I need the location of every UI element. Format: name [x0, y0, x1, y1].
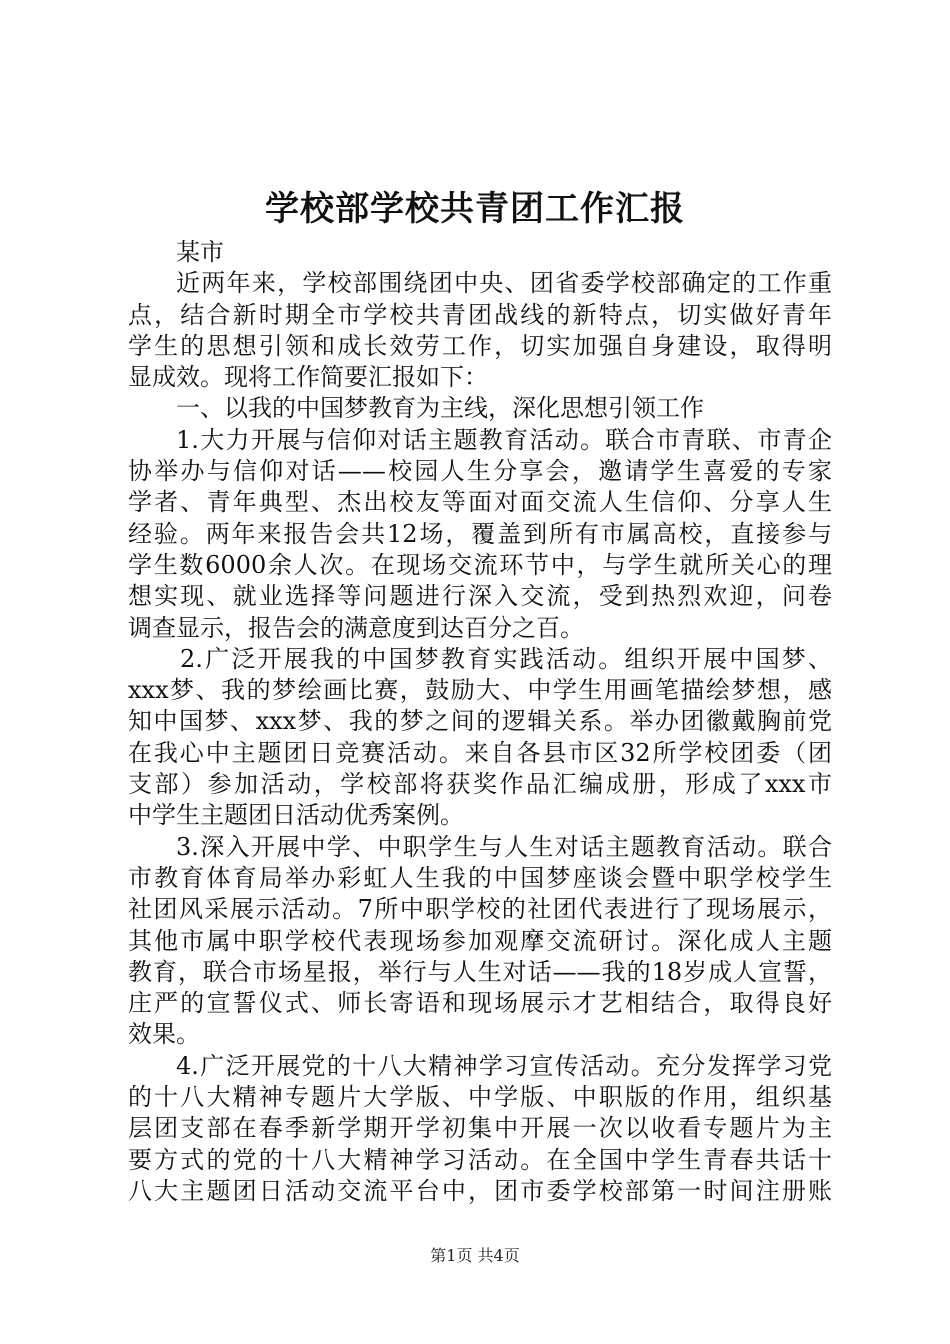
text-line: 点，结合新时期全市学校共青团战线的新特点，切实做好青年 [128, 300, 832, 329]
text-line: 庄严的宣誓仪式、师长寄语和现场展示才艺相结合，取得良好 [128, 989, 832, 1018]
text-line: 层团支部在春季新学期开学初集中开展一次以收看专题片为主 [128, 1114, 832, 1143]
text-line: 中学生主题团日活动优秀案例。 [128, 801, 464, 830]
text-line: 效果。 [128, 1020, 200, 1049]
text-line: 市教育体育局举办彩虹人生我的中国梦座谈会暨中职学校学生 [128, 863, 832, 892]
text-line: 要方式的党的十八大精神学习活动。在全国中学生青春共话十 [128, 1145, 832, 1174]
text-line: 4.广泛开展党的十八大精神学习宣传活动。充分发挥学习党 [176, 1051, 832, 1080]
text-line: 学生的思想引领和成长效劳工作，切实加强自身建设，取得明 [128, 331, 832, 360]
text-line: 其他市属中职学校代表现场参加观摩交流研讨。深化成人主题 [128, 926, 832, 955]
text-line: xxx梦、我的梦绘画比赛，鼓励大、中学生用画笔描绘梦想，感 [128, 676, 832, 705]
text-line: 教育，联合市场星报，举行与人生对话——我的18岁成人宣誓， [128, 957, 832, 986]
text-line-author: 某市 [176, 238, 224, 266]
text-line: 近两年来，学校部围绕团中央、团省委学校部确定的工作重 [176, 269, 832, 298]
text-line: 在我心中主题团日竞赛活动。来自各县市区32所学校团委（团 [128, 738, 832, 767]
document-body [128, 237, 832, 1207]
text-line: 经验。两年来报告会共12场，覆盖到所有市属高校，直接参与 [128, 519, 832, 548]
text-line: 3.深入开展中学、中职学生与人生对话主题教育活动。联合 [176, 832, 832, 861]
text-line: 想实现、就业选择等问题进行深入交流，受到热烈欢迎，问卷 [128, 582, 832, 611]
document-title: 学校部学校共青团工作汇报 [265, 189, 685, 229]
page-number-footer: 第1页 共4页 [430, 1246, 520, 1265]
text-line: 支部）参加活动，学校部将获奖作品汇编成册，形成了xxx市 [128, 770, 832, 799]
text-line: 社团风采展示活动。7所中职学校的社团代表进行了现场展示， [128, 895, 832, 924]
text-line: 学者、青年典型、杰出校友等面对面交流人生信仰、分享人生 [128, 488, 832, 517]
text-line: 1.大力开展与信仰对话主题教育活动。联合市青联、市青企 [176, 425, 832, 454]
text-line: 学生数6000余人次。在现场交流环节中，与学生就所关心的理 [128, 550, 832, 579]
text-line: 八大主题团日活动交流平台中，团市委学校部第一时间注册账 [128, 1176, 832, 1205]
text-line: 协举办与信仰对话——校园人生分享会，邀请学生喜爱的专家 [128, 457, 832, 486]
text-line: 显成效。现将工作简要汇报如下： [128, 363, 488, 392]
text-line: 的十八大精神专题片大学版、中学版、中职版的作用，组织基 [128, 1083, 832, 1112]
text-line: 知中国梦、xxx梦、我的梦之间的逻辑关系。举办团徽戴胸前党 [128, 707, 832, 736]
text-line: 2.广泛开展我的中国梦教育实践活动。组织开展中国梦、 [180, 644, 832, 673]
text-line: 调查显示，报告会的满意度到达百分之百。 [128, 613, 584, 642]
section-heading: 一、以我的中国梦教育为主线，深化思想引领工作 [176, 394, 704, 423]
